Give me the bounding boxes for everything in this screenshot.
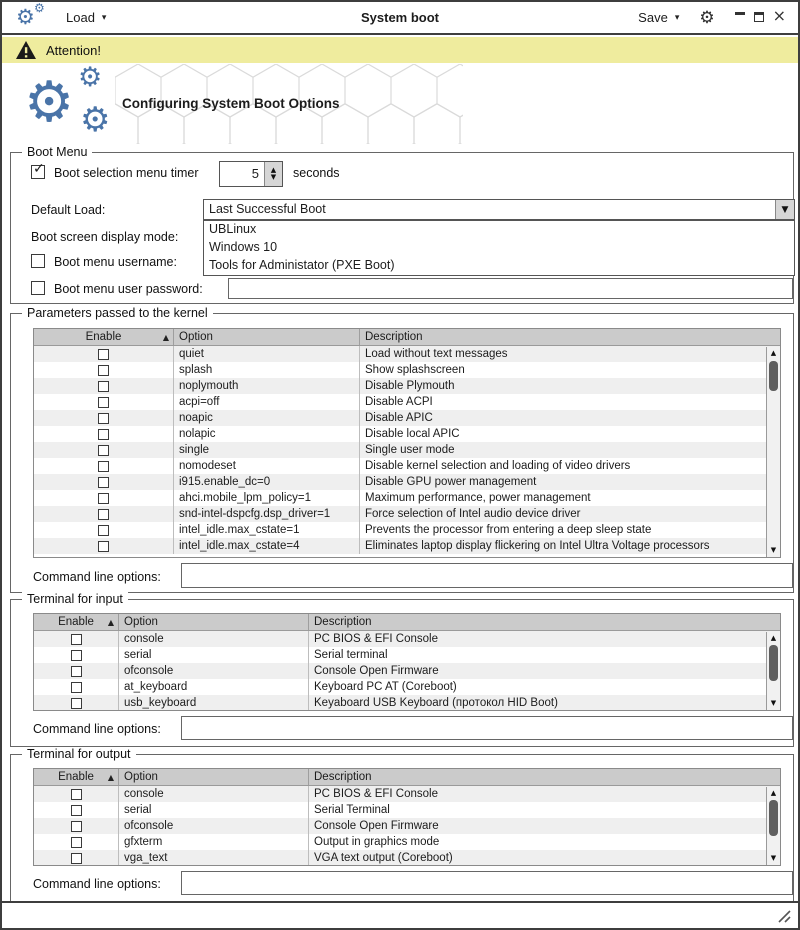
password-checkbox[interactable]	[31, 281, 45, 295]
enable-cell	[34, 663, 119, 679]
group-legend: Terminal for output	[22, 747, 136, 761]
description-cell: Keyaboard USB Keyboard (протокол HID Boot)	[314, 697, 558, 709]
option-cell: ofconsole	[119, 818, 309, 834]
description-column-header[interactable]	[309, 769, 780, 785]
option-cell: ahci.mobile_lpm_policy=1	[174, 490, 360, 506]
enable-checkbox[interactable]	[71, 821, 82, 832]
table-row[interactable]	[34, 346, 780, 362]
display-mode-label: Boot screen display mode:	[31, 230, 179, 244]
page-header	[2, 63, 798, 146]
enable-column-header[interactable]	[34, 614, 119, 630]
table-row[interactable]	[34, 362, 780, 378]
option-cell: console	[119, 631, 309, 647]
option-cell: gfxterm	[119, 834, 309, 850]
enable-checkbox[interactable]	[98, 429, 109, 440]
enable-checkbox[interactable]	[71, 634, 82, 645]
enable-checkbox[interactable]	[71, 666, 82, 677]
group-legend: Terminal for input	[22, 592, 128, 606]
terminal-output-table	[33, 768, 781, 866]
enable-checkbox[interactable]	[98, 461, 109, 472]
enable-cell	[34, 362, 174, 378]
enable-checkbox[interactable]	[71, 682, 82, 693]
table-header[interactable]	[34, 614, 780, 631]
sort-asc-icon: ▲	[107, 618, 114, 627]
default-load-value: Last Successful Boot	[209, 202, 326, 216]
enable-cell	[34, 346, 174, 362]
default-load-dropdown-list	[203, 220, 795, 276]
kernel-params-group	[10, 306, 794, 593]
terminal-output-group	[10, 747, 794, 902]
username-label: Boot menu username:	[54, 255, 177, 269]
sort-asc-icon: ▲	[107, 773, 114, 782]
description-cell: Console Open Firmware	[314, 820, 439, 832]
resize-grip-icon[interactable]	[774, 909, 792, 923]
option-cell: quiet	[174, 346, 360, 362]
option-column-header[interactable]	[119, 614, 309, 630]
boot-gears-icon	[24, 62, 112, 141]
vertical-scrollbar[interactable]	[766, 632, 780, 710]
sort-asc-icon: ▲	[162, 333, 169, 342]
group-legend: Boot Menu	[22, 145, 92, 159]
enable-checkbox[interactable]	[98, 541, 109, 552]
table-row[interactable]	[34, 442, 780, 458]
description-cell: Output in graphics mode	[314, 836, 440, 848]
description-cell: Disable local APIC	[365, 428, 460, 440]
table-row[interactable]	[34, 458, 780, 474]
description-cell: Keyboard PC AT (Coreboot)	[314, 681, 457, 693]
table-row[interactable]	[34, 802, 780, 818]
description-cell: Serial terminal	[314, 649, 388, 661]
dropdown-option[interactable]: UBLinux	[209, 222, 257, 236]
boot-menu-group	[10, 145, 794, 304]
username-checkbox[interactable]	[31, 254, 45, 268]
cmdline-input[interactable]	[181, 716, 793, 740]
chevron-down-icon: ▾	[101, 12, 107, 23]
enable-cell	[34, 410, 174, 426]
description-cell: Disable kernel selection and loading of video drivers	[365, 460, 631, 472]
table-row[interactable]	[34, 834, 780, 850]
enable-cell	[34, 394, 174, 410]
description-cell: Maximum performance, power management	[365, 492, 591, 504]
scrollbar-thumb[interactable]	[769, 645, 778, 681]
option-cell: i915.enable_dc=0	[174, 474, 360, 490]
timer-unit-label: seconds	[293, 166, 340, 180]
chevron-down-icon: ▼	[781, 204, 789, 215]
enable-checkbox[interactable]	[71, 805, 82, 816]
option-cell: noapic	[174, 410, 360, 426]
enable-cell	[34, 458, 174, 474]
enable-cell	[34, 442, 174, 458]
description-column-header[interactable]	[360, 329, 780, 345]
gear-small-icon: ⚙	[34, 0, 45, 15]
enable-checkbox[interactable]	[98, 397, 109, 408]
enable-checkbox[interactable]	[98, 365, 109, 376]
enable-cell	[34, 818, 119, 834]
enable-cell	[34, 850, 119, 866]
password-label: Boot menu user password:	[54, 282, 203, 296]
enable-cell	[34, 506, 174, 522]
option-cell: serial	[119, 647, 309, 663]
check-icon: ✓	[33, 161, 45, 177]
status-bar	[2, 901, 798, 928]
table-body	[34, 346, 780, 554]
page-title: Configuring System Boot Options	[122, 96, 340, 111]
option-cell: console	[119, 786, 309, 802]
description-cell: VGA text output (Coreboot)	[314, 852, 453, 864]
enable-checkbox[interactable]	[98, 493, 109, 504]
chevron-down-icon: ▾	[674, 12, 680, 23]
cmdline-label: Command line options:	[33, 722, 161, 736]
timer-checkbox[interactable]	[31, 161, 45, 179]
scroll-up-icon[interactable]: ▲	[770, 349, 777, 357]
gear-medium-icon: ⚙	[80, 100, 111, 140]
enable-cell	[34, 834, 119, 850]
description-cell: Serial Terminal	[314, 804, 390, 816]
enable-checkbox[interactable]	[98, 445, 109, 456]
table-row[interactable]	[34, 522, 780, 538]
enable-cell	[34, 631, 119, 647]
description-cell: Eliminates laptop display flickering on Intel Ultra Voltage processors	[365, 540, 710, 552]
table-row[interactable]	[34, 538, 780, 554]
column-label: Description	[314, 771, 372, 783]
cmdline-input[interactable]	[181, 871, 793, 895]
attention-label: Attention!	[46, 42, 101, 58]
table-row[interactable]	[34, 695, 780, 711]
scroll-down-icon[interactable]: ▼	[770, 854, 777, 862]
table-row[interactable]	[34, 647, 780, 663]
enable-cell	[34, 490, 174, 506]
terminal-input-group	[10, 592, 794, 747]
enable-column-header[interactable]	[34, 329, 174, 345]
table-header[interactable]	[34, 769, 780, 786]
description-cell: Disable Plymouth	[365, 380, 455, 392]
enable-checkbox[interactable]	[71, 837, 82, 848]
description-column-header[interactable]	[309, 614, 780, 630]
table-body	[34, 786, 780, 866]
description-cell: Single user mode	[365, 444, 455, 456]
option-column-header[interactable]	[119, 769, 309, 785]
timer-spinner[interactable]	[219, 161, 283, 187]
enable-checkbox[interactable]	[71, 789, 82, 800]
timer-value: 5	[251, 166, 259, 181]
option-cell: intel_idle.max_cstate=1	[174, 522, 360, 538]
cmdline-label: Command line options:	[33, 570, 161, 584]
gear-large-icon: ⚙	[24, 70, 75, 135]
description-cell: PC BIOS & EFI Console	[314, 633, 438, 645]
enable-checkbox[interactable]	[98, 477, 109, 488]
app-gears-icon	[16, 0, 50, 32]
column-label: Description	[365, 331, 423, 343]
column-label: Option	[179, 331, 213, 343]
table-row[interactable]	[34, 410, 780, 426]
table-row[interactable]	[34, 474, 780, 490]
enable-cell	[34, 679, 119, 695]
enable-cell	[34, 647, 119, 663]
enable-cell	[34, 426, 174, 442]
default-load-combobox[interactable]	[203, 199, 795, 220]
scrollbar-thumb[interactable]	[769, 800, 778, 836]
enable-cell	[34, 695, 119, 711]
scroll-up-icon[interactable]: ▲	[770, 789, 777, 797]
option-cell: splash	[174, 362, 360, 378]
table-row[interactable]	[34, 631, 780, 647]
save-menu-label: Save	[638, 10, 668, 25]
password-input[interactable]	[228, 278, 793, 299]
option-cell: acpi=off	[174, 394, 360, 410]
scroll-down-icon[interactable]: ▼	[770, 699, 777, 707]
table-row[interactable]	[34, 818, 780, 834]
description-cell: Prevents the processor from entering a deep sleep state	[365, 524, 652, 536]
dropdown-option[interactable]: Tools for Administator (PXE Boot)	[209, 258, 395, 272]
load-menu-button[interactable]	[66, 10, 106, 25]
description-cell: Show splashscreen	[365, 364, 465, 376]
enable-column-header[interactable]	[34, 769, 119, 785]
settings-gear-icon[interactable]: ⚙	[699, 7, 715, 28]
enable-cell	[34, 474, 174, 490]
option-cell: nomodeset	[174, 458, 360, 474]
close-button[interactable]: ×	[772, 6, 786, 25]
enable-checkbox[interactable]	[98, 525, 109, 536]
table-row[interactable]	[34, 850, 780, 866]
maximize-button[interactable]	[754, 12, 764, 22]
table-row[interactable]	[34, 378, 780, 394]
cmdline-label: Command line options:	[33, 877, 161, 891]
attention-banner	[2, 37, 798, 63]
option-cell: usb_keyboard	[119, 695, 309, 711]
column-label: Option	[124, 771, 158, 783]
enable-checkbox[interactable]	[98, 509, 109, 520]
default-load-label: Default Load:	[31, 203, 106, 217]
option-cell: intel_idle.max_cstate=4	[174, 538, 360, 554]
option-column-header[interactable]	[174, 329, 360, 345]
enable-cell	[34, 538, 174, 554]
enable-checkbox[interactable]	[71, 650, 82, 661]
description-cell: Console Open Firmware	[314, 665, 439, 677]
option-cell: single	[174, 442, 360, 458]
table-row[interactable]	[34, 786, 780, 802]
option-cell: ofconsole	[119, 663, 309, 679]
gear-small-icon: ⚙	[78, 62, 103, 93]
save-menu-button[interactable]	[638, 10, 679, 25]
vertical-scrollbar[interactable]	[766, 347, 780, 557]
enable-checkbox[interactable]	[71, 853, 82, 864]
description-cell: Force selection of Intel audio device driver	[365, 508, 581, 520]
timer-label: Boot selection menu timer	[54, 166, 199, 180]
spinner-buttons[interactable]	[264, 162, 282, 186]
enable-checkbox[interactable]	[98, 381, 109, 392]
description-cell: Disable APIC	[365, 412, 433, 424]
spin-down-icon[interactable]: ▼	[270, 173, 277, 181]
column-label: Enable	[58, 771, 94, 783]
enable-cell	[34, 802, 119, 818]
option-cell: at_keyboard	[119, 679, 309, 695]
column-label: Option	[124, 616, 158, 628]
cmdline-input[interactable]	[181, 563, 793, 588]
option-cell: noplymouth	[174, 378, 360, 394]
option-cell: serial	[119, 802, 309, 818]
minimize-button[interactable]	[735, 12, 745, 15]
column-label: Enable	[85, 331, 122, 343]
description-cell: Disable ACPI	[365, 396, 433, 408]
kernel-params-table	[33, 328, 781, 558]
table-row[interactable]	[34, 394, 780, 410]
enable-checkbox[interactable]	[71, 698, 82, 709]
table-row[interactable]	[34, 490, 780, 506]
enable-cell	[34, 522, 174, 538]
description-cell: Disable GPU power management	[365, 476, 537, 488]
column-label: Description	[314, 616, 372, 628]
terminal-input-table	[33, 613, 781, 711]
column-label: Enable	[58, 616, 94, 628]
description-cell: PC BIOS & EFI Console	[314, 788, 438, 800]
scroll-down-icon[interactable]: ▼	[770, 546, 777, 554]
scrollbar-thumb[interactable]	[769, 361, 778, 391]
load-menu-label: Load	[66, 10, 95, 25]
table-row[interactable]	[34, 426, 780, 442]
option-cell: vga_text	[119, 850, 309, 866]
enable-checkbox[interactable]	[98, 413, 109, 424]
window-title: System boot	[360, 10, 439, 25]
table-row[interactable]	[34, 679, 780, 695]
enable-checkbox[interactable]	[98, 349, 109, 360]
option-cell: snd-intel-dspcfg.dsp_driver=1	[174, 506, 360, 522]
description-cell: Load without text messages	[365, 348, 508, 360]
table-row[interactable]	[34, 663, 780, 679]
dropdown-option[interactable]: Windows 10	[209, 240, 278, 254]
group-legend: Parameters passed to the kernel	[22, 306, 213, 320]
combobox-arrow-button[interactable]	[775, 200, 794, 219]
table-header[interactable]	[34, 329, 780, 346]
table-body	[34, 631, 780, 711]
vertical-scrollbar[interactable]	[766, 787, 780, 865]
table-row[interactable]	[34, 506, 780, 522]
warning-icon	[15, 40, 37, 60]
option-cell: nolapic	[174, 426, 360, 442]
title-bar	[2, 2, 798, 35]
spin-up-icon[interactable]: ▲	[270, 166, 277, 174]
enable-cell	[34, 378, 174, 394]
gear-icon: ⚙	[16, 4, 35, 29]
scroll-up-icon[interactable]: ▲	[770, 634, 777, 642]
enable-cell	[34, 786, 119, 802]
